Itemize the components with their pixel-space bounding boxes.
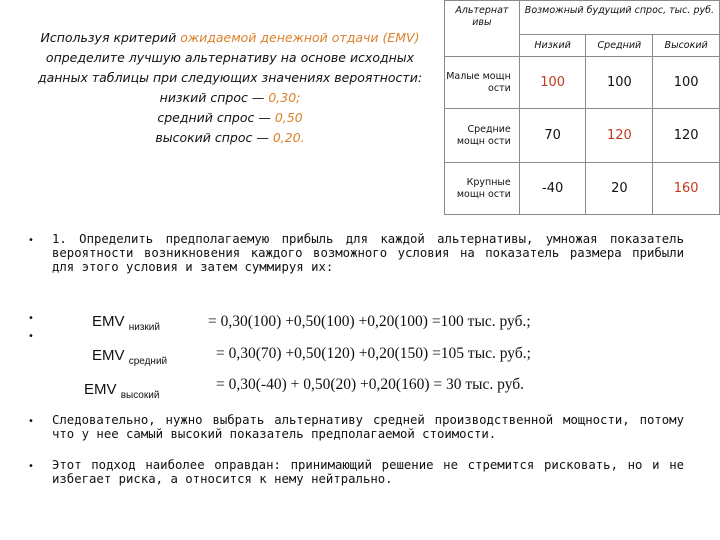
high-demand-probability: высокий спрос — 0,20.: [155, 130, 305, 145]
table-cell: 20: [586, 163, 653, 215]
emv-low-label: EMV $_{низкий}$: [92, 313, 160, 333]
emv-high-formula: = 0,30(-40) + 0,50(20) +0,20(160) = 30 тыс. руб.: [216, 376, 525, 393]
table-cell: 100: [586, 57, 653, 109]
table-cell: 100: [519, 57, 586, 109]
table-cell: 120: [586, 109, 653, 163]
bullet: •: [28, 313, 34, 324]
column-header-mid: Средний: [586, 35, 653, 57]
intro-line-2: определите лучшую альтернативу на основе исходных: [45, 50, 415, 65]
row-label-large: Крупные мощн ости: [445, 163, 520, 215]
row-label-medium: Средние мощн ости: [445, 109, 520, 163]
conclusion-text-1: Следовательно, нужно выбрать альтернативу средней производственной мощности, потому что у нее самый высокий показатель предполагаемой стоимости.: [52, 413, 684, 441]
emv-mid-formula: = 0,30(70) +0,50(120) +0,20(150) =105 тыс. руб.;: [216, 345, 531, 362]
bullet: •: [28, 235, 34, 246]
column-header-high: Высокий: [653, 35, 720, 57]
column-header-low: Низкий: [519, 35, 586, 57]
emv-high-label: EMV $_{высокий}$: [84, 381, 160, 401]
emv-low-formula: = 0,30(100) +0,50(100) +0,20(100) =100 тыс. руб.;: [208, 313, 531, 330]
bullet: •: [28, 416, 34, 427]
bullet: •: [28, 331, 34, 342]
table-row: [445, 163, 720, 215]
table-cell: 120: [653, 109, 720, 163]
intro-line-1: Используя критерий ожидаемой денежной отдачи (EMV): [40, 30, 420, 45]
table-cell: 160: [653, 163, 720, 215]
emv-criterion-highlight: ожидаемой денежной отдачи (EMV): [180, 30, 420, 45]
table-row: [445, 57, 720, 109]
alternatives-header: Альтернат ивы: [445, 1, 520, 57]
table-cell: 100: [653, 57, 720, 109]
conclusion-text-2: Этот подход наиболее оправдан: принимающий решение не стремится рисковать, но и не избегает риска, а относится к нему нейтрально.: [52, 458, 684, 486]
row-label-small: Малые мощн ости: [445, 57, 520, 109]
table-row: [445, 109, 720, 163]
mid-demand-probability: средний спрос — 0,50: [157, 110, 303, 125]
emv-mid-label: EMV $_{средний}$: [92, 347, 168, 367]
low-demand-probability: низкий спрос — 0,30;: [159, 90, 301, 105]
table-cell: -40: [519, 163, 586, 215]
intro-line-3: данных таблицы при следующих значениях вероятности:: [37, 70, 423, 85]
table-cell: 70: [519, 109, 586, 163]
payoff-table: [444, 0, 720, 215]
demand-header: Возможный будущий спрос, тыс. руб.: [519, 1, 719, 35]
bullet: •: [28, 461, 34, 472]
step-1-text: 1. Определить предполагаемую прибыль для каждой альтернативы, умножая показатель вероятности возникновения каждого возможного условия на показатель размера прибыли для этого условия и затем суммируя их:: [52, 232, 684, 274]
task-statement: [20, 28, 440, 148]
